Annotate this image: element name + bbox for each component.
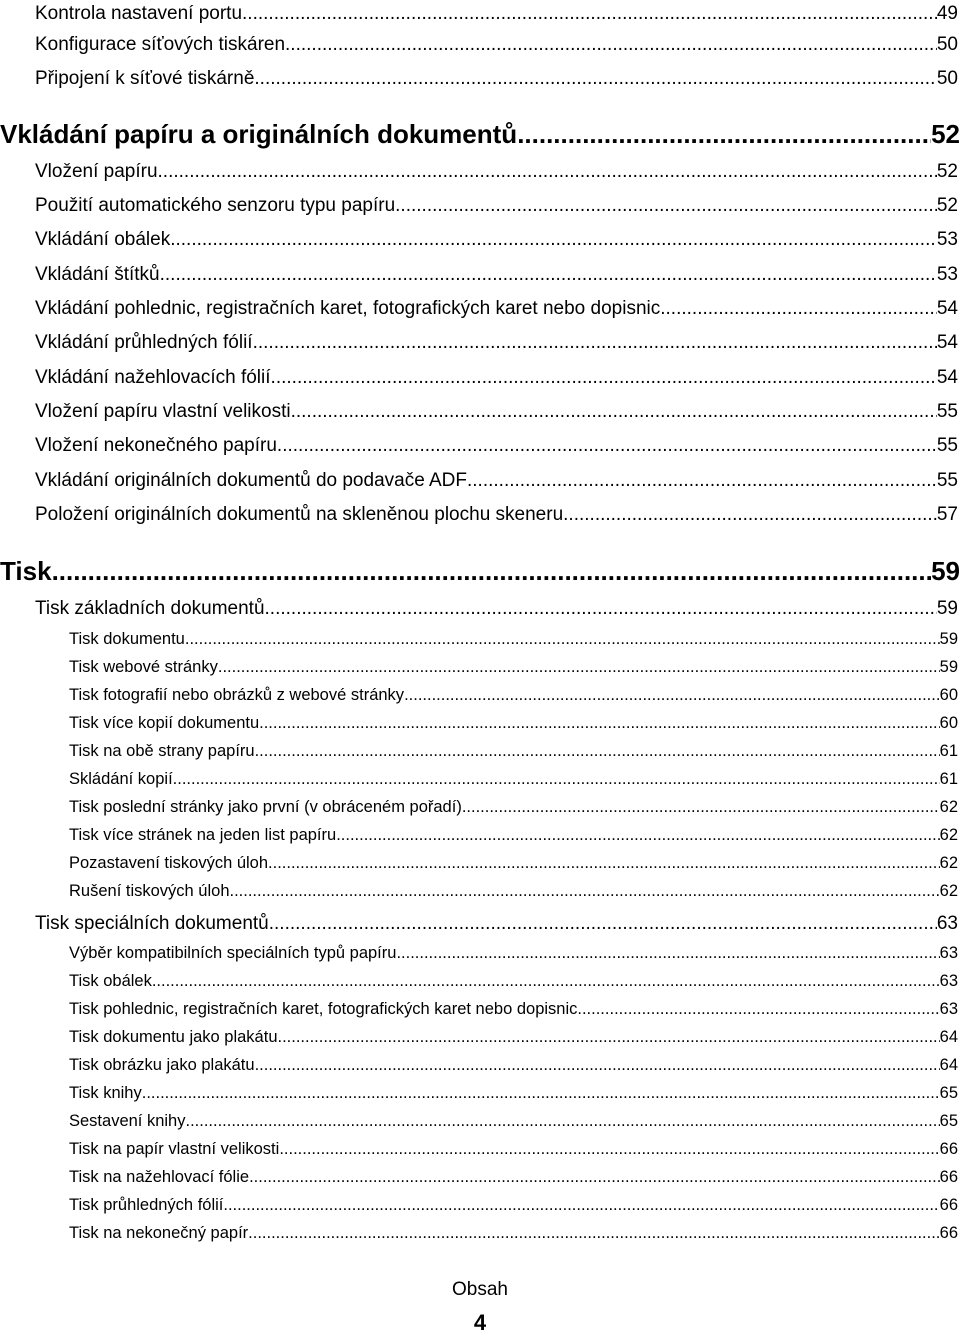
- toc-entry[interactable]: [35, 62, 958, 96]
- toc-entry-page: 61: [939, 742, 958, 760]
- toc-entry-page: 62: [939, 854, 958, 872]
- toc-entry[interactable]: [35, 28, 958, 62]
- toc-entry[interactable]: [35, 464, 958, 498]
- toc-entry-title: Tisk více kopií dokumentu: [69, 714, 260, 732]
- toc-entry-page: 62: [939, 882, 958, 900]
- dot-leader: [285, 28, 937, 62]
- dot-leader: [170, 223, 937, 257]
- toc-entry-page: 66: [939, 1140, 958, 1158]
- toc-subentry[interactable]: [69, 1135, 958, 1163]
- toc-entry[interactable]: [35, 223, 958, 257]
- toc-chapter[interactable]: [0, 552, 960, 590]
- toc-subentry[interactable]: [69, 793, 958, 821]
- toc-subentry[interactable]: [69, 821, 958, 849]
- toc-subentry[interactable]: [69, 625, 958, 653]
- toc-entry-title: Vložení nekonečného papíru: [35, 435, 277, 456]
- toc-entry-title: Tisk na papír vlastní velikosti: [69, 1140, 280, 1158]
- toc-entry-page: 52: [936, 161, 958, 182]
- toc-entry-page: 64: [939, 1056, 958, 1074]
- dot-leader: [577, 995, 939, 1023]
- toc-entry-title: Tisk průhledných fólií: [69, 1196, 224, 1214]
- toc-entry-title: Kontrola nastavení portu: [35, 3, 243, 24]
- toc-entry-page: 55: [936, 435, 958, 456]
- toc-subentry[interactable]: [69, 1219, 958, 1247]
- toc-entry-page: 53: [936, 229, 958, 250]
- toc-entry-title: Vkládání obálek: [35, 229, 171, 250]
- toc-subentry[interactable]: [69, 1051, 958, 1079]
- dot-leader: [173, 765, 940, 793]
- toc-entry[interactable]: [35, 155, 958, 189]
- toc-subentry[interactable]: [69, 1191, 958, 1219]
- toc-entry-title: Tisk speciálních dokumentů: [35, 913, 269, 934]
- toc-entry-page: 66: [939, 1168, 958, 1186]
- toc-entry-title: Rušení tiskových úloh: [69, 882, 230, 900]
- dot-leader: [279, 1135, 939, 1163]
- toc-entry-title: Tisk více stránek na jeden list papíru: [69, 826, 337, 844]
- toc-entry-page: 62: [939, 826, 958, 844]
- toc-entry-title: Vkládání štítků: [35, 264, 160, 285]
- toc-entry-page: 50: [936, 34, 958, 55]
- toc-entry[interactable]: [35, 0, 958, 31]
- toc-entry-title: Vkládání originálních dokumentů do podavače ADF: [35, 470, 467, 491]
- dot-leader: [404, 681, 940, 709]
- dot-leader: [254, 62, 936, 96]
- toc-entry-title: Vložení papíru vlastní velikosti: [35, 401, 291, 422]
- toc-subentry[interactable]: [69, 849, 958, 877]
- toc-entry-page: 63: [939, 1000, 958, 1018]
- toc-subentry[interactable]: [69, 1107, 958, 1135]
- toc-entry-page: 64: [939, 1028, 958, 1046]
- toc-subentry[interactable]: [69, 709, 958, 737]
- toc-entry-page: 54: [936, 298, 958, 319]
- toc-entry-title: Pozastavení tiskových úloh: [69, 854, 269, 872]
- toc-entry[interactable]: [35, 258, 958, 292]
- toc-entry-page: 59: [939, 658, 958, 676]
- toc-entry-title: Sestavení knihy: [69, 1112, 186, 1130]
- toc-entry-title: Tisk fotografií nebo obrázků z webové stránky: [69, 686, 405, 704]
- dot-leader: [249, 1163, 940, 1191]
- toc-entry[interactable]: [35, 907, 958, 941]
- toc-chapter-title: Vkládání papíru a originálních dokumentů: [0, 119, 518, 149]
- toc-entry-title: Konfigurace síťových tiskáren: [35, 34, 286, 55]
- toc-entry-title: Tisk základních dokumentů: [35, 598, 265, 619]
- dot-leader: [230, 877, 940, 905]
- toc-entry[interactable]: [35, 292, 958, 326]
- dot-leader: [336, 821, 939, 849]
- toc-entry-title: Tisk poslední stránky jako první (v obráceném pořadí): [69, 798, 462, 816]
- dot-leader: [265, 592, 937, 626]
- toc-entry-title: Připojení k síťové tiskárně: [35, 68, 255, 89]
- dot-leader: [248, 1219, 939, 1247]
- toc-entry-page: 54: [936, 367, 958, 388]
- toc-subentry[interactable]: [69, 939, 958, 967]
- dot-leader: [255, 1051, 940, 1079]
- dot-leader: [462, 793, 940, 821]
- toc-subentry[interactable]: [69, 653, 958, 681]
- toc-entry-title: Položení originálních dokumentů na skleněnou plochu skeneru: [35, 504, 564, 525]
- toc-chapter-page: 52: [931, 119, 960, 149]
- toc-entry[interactable]: [35, 395, 958, 429]
- dot-leader: [271, 361, 937, 395]
- toc-entry[interactable]: [35, 429, 958, 463]
- dot-leader: [158, 155, 937, 189]
- dot-leader: [395, 189, 937, 223]
- toc-entry-page: 60: [939, 686, 958, 704]
- dot-leader: [517, 115, 931, 153]
- dot-leader: [185, 625, 940, 653]
- toc-chapter-title: Tisk: [0, 556, 52, 586]
- toc-entry[interactable]: [35, 189, 958, 223]
- dot-leader: [268, 849, 940, 877]
- toc-entry-page: 66: [939, 1196, 958, 1214]
- dot-leader: [242, 0, 937, 31]
- toc-subentry[interactable]: [69, 737, 958, 765]
- dot-leader: [277, 429, 937, 463]
- toc-entry-title: Tisk na nekonečný papír: [69, 1224, 249, 1242]
- toc-entry-title: Tisk webové stránky: [69, 658, 218, 676]
- toc-entry-page: 50: [936, 68, 958, 89]
- dot-leader: [253, 326, 937, 360]
- dot-leader: [142, 1079, 940, 1107]
- toc-entry-page: 55: [936, 470, 958, 491]
- dot-leader: [218, 653, 940, 681]
- toc-entry-page: 65: [939, 1112, 958, 1130]
- toc-entry[interactable]: [35, 326, 958, 360]
- dot-leader: [396, 939, 939, 967]
- dot-leader: [563, 498, 937, 532]
- toc-entry-page: 59: [939, 630, 958, 648]
- toc-entry-title: Vkládání průhledných fólií: [35, 332, 253, 353]
- toc-entry[interactable]: [35, 361, 958, 395]
- dot-leader: [160, 258, 937, 292]
- dot-leader: [185, 1107, 939, 1135]
- toc-entry-page: 63: [939, 972, 958, 990]
- toc-entry-page: 62: [939, 798, 958, 816]
- dot-leader: [467, 464, 937, 498]
- toc-entry-page: 59: [936, 598, 958, 619]
- toc-entry-page: 63: [939, 944, 958, 962]
- toc-entry-title: Vkládání pohlednic, registračních karet, fotografických karet nebo dopisnic: [35, 298, 661, 319]
- toc-subentry[interactable]: [69, 1163, 958, 1191]
- dot-leader: [660, 292, 937, 326]
- dot-leader: [152, 967, 940, 995]
- toc-entry-page: 65: [939, 1084, 958, 1102]
- toc-entry-title: Tisk obrázku jako plakátu: [69, 1056, 255, 1074]
- toc-subentry[interactable]: [69, 765, 958, 793]
- dot-leader: [291, 395, 937, 429]
- toc-entry-title: Tisk na nažehlovací fólie: [69, 1168, 250, 1186]
- toc-subentry[interactable]: [69, 1023, 958, 1051]
- toc-entry-page: 57: [936, 504, 958, 525]
- toc-entry-title: Tisk knihy: [69, 1084, 142, 1102]
- toc-entry[interactable]: [35, 498, 958, 532]
- toc-entry[interactable]: [35, 592, 958, 626]
- footer-section-label: Obsah: [452, 1279, 508, 1300]
- toc-entry-page: 60: [939, 714, 958, 732]
- dot-leader: [278, 1023, 940, 1051]
- dot-leader: [223, 1191, 939, 1219]
- dot-leader: [269, 907, 937, 941]
- toc-entry-title: Tisk na obě strany papíru: [69, 742, 255, 760]
- dot-leader: [52, 552, 932, 590]
- toc-chapter[interactable]: [0, 115, 960, 153]
- toc-entry-title: Výběr kompatibilních speciálních typů papíru: [69, 944, 397, 962]
- toc-entry-title: Tisk dokumentu jako plakátu: [69, 1028, 278, 1046]
- toc-entry-page: 53: [936, 264, 958, 285]
- toc-subentry[interactable]: [69, 1079, 958, 1107]
- toc-entry-page: 54: [936, 332, 958, 353]
- toc-subentry[interactable]: [69, 995, 958, 1023]
- toc-entry-title: Tisk obálek: [69, 972, 152, 990]
- toc-entry-title: Tisk pohlednic, registračních karet, fotografických karet nebo dopisnic: [69, 1000, 578, 1018]
- toc-entry-title: Skládání kopií: [69, 770, 173, 788]
- footer-page-number: 4: [473, 1310, 487, 1335]
- toc-entry-title: Tisk dokumentu: [69, 630, 185, 648]
- toc-entry-title: Vkládání nažehlovacích fólií: [35, 367, 271, 388]
- toc-entry-page: 49: [936, 3, 958, 24]
- toc-subentry[interactable]: [69, 681, 958, 709]
- dot-leader: [259, 709, 940, 737]
- toc-entry-page: 61: [939, 770, 958, 788]
- toc-entry-page: 52: [936, 195, 958, 216]
- toc-chapter-page: 59: [931, 556, 960, 586]
- toc-subentry[interactable]: [69, 967, 958, 995]
- dot-leader: [255, 737, 940, 765]
- toc-entry-page: 55: [936, 401, 958, 422]
- toc-entry-title: Použití automatického senzoru typu papíru: [35, 195, 396, 216]
- toc-entry-page: 66: [939, 1224, 958, 1242]
- toc-subentry[interactable]: [69, 877, 958, 905]
- toc-entry-title: Vložení papíru: [35, 161, 158, 182]
- toc-entry-page: 63: [936, 913, 958, 934]
